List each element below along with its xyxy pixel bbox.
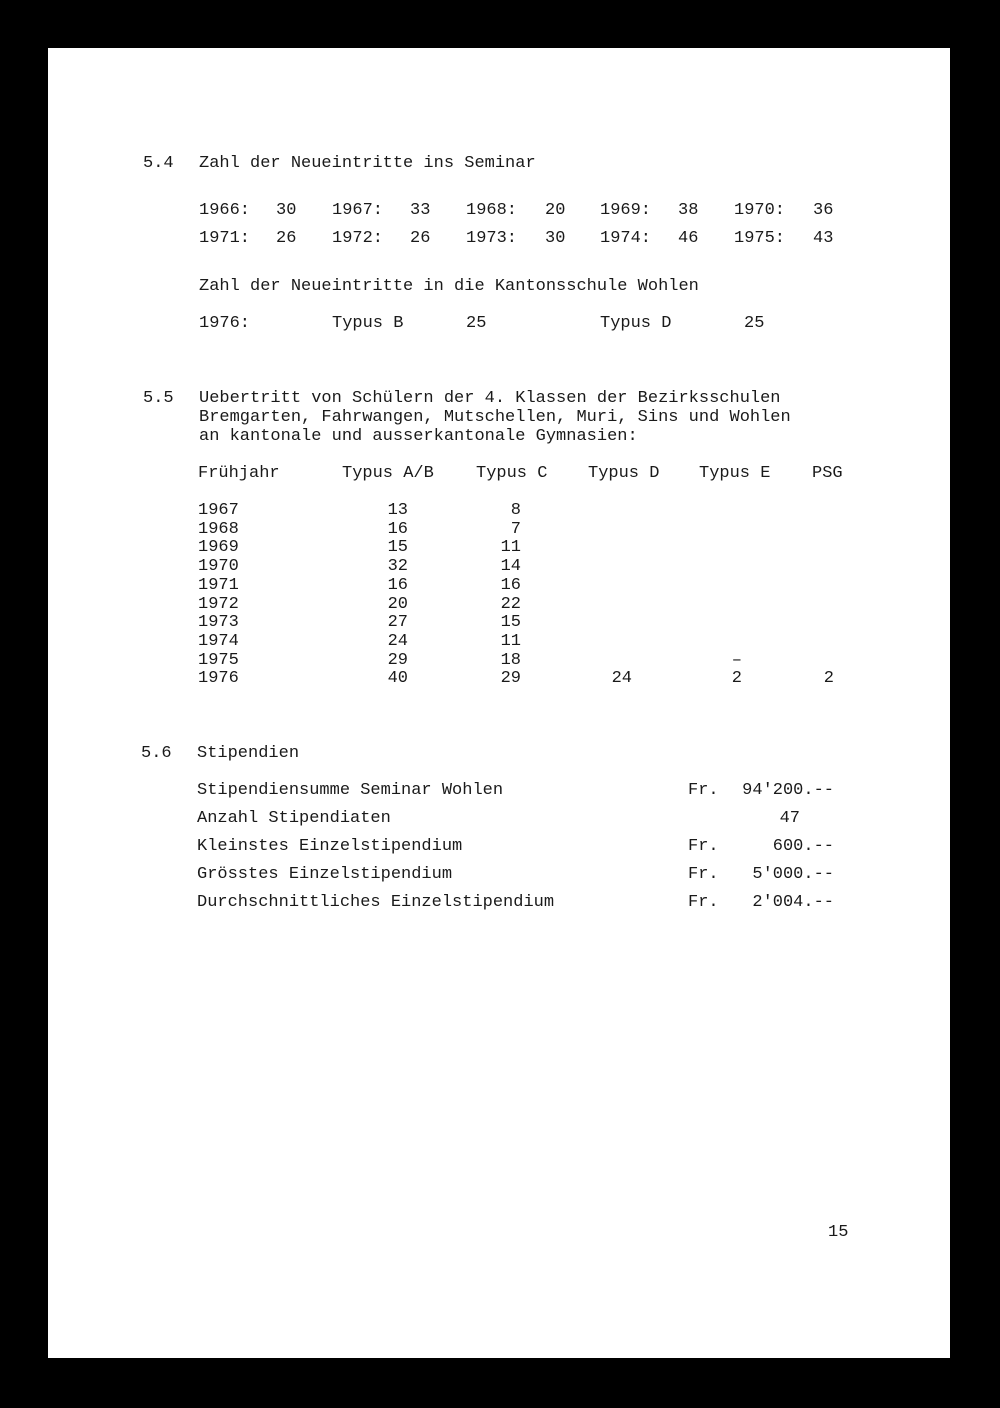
- row-year: 1969: [198, 538, 239, 558]
- year-value: 46: [678, 229, 699, 248]
- stipend-value: 94'200.--: [742, 781, 834, 800]
- year-label: 1966:: [199, 201, 251, 220]
- table-cell: –: [731, 650, 742, 670]
- table-cell: 15: [387, 538, 408, 558]
- year-label: 1972:: [332, 229, 384, 248]
- paragraph-line: Bremgarten, Fahrwangen, Mutschellen, Muri, Sins und Wohlen: [199, 408, 791, 427]
- year-label: 1974:: [600, 229, 652, 248]
- column-header: PSG: [812, 464, 843, 483]
- table-cell: 29: [387, 650, 408, 670]
- year-label: 1973:: [466, 229, 518, 248]
- table-cell: 13: [387, 501, 408, 520]
- currency: Fr.: [688, 837, 719, 856]
- table-cell: 15: [500, 613, 521, 633]
- year-value: 43: [813, 229, 834, 248]
- column-header: Typus E: [699, 464, 771, 483]
- section-title: Zahl der Neueintritte ins Seminar: [199, 154, 536, 173]
- section-number: 5.5: [143, 389, 174, 408]
- document-page: [48, 48, 950, 1358]
- column-header: Typus A/B: [342, 464, 434, 483]
- stipend-value: 600.--: [772, 837, 834, 856]
- table-cell: 2: [823, 669, 834, 689]
- year-value: 38: [678, 201, 699, 220]
- currency: Fr.: [688, 893, 719, 912]
- table-cell: 20: [387, 594, 408, 614]
- year-label: 1975:: [734, 229, 786, 248]
- currency: Fr.: [688, 781, 719, 800]
- column-header: Frühjahr: [198, 464, 280, 483]
- paragraph-line: an kantonale und ausserkantonale Gymnasien:: [199, 427, 638, 446]
- table-cell: 14: [500, 557, 521, 577]
- year-label: 1969:: [600, 201, 652, 220]
- stipend-label: Grösstes Einzelstipendium: [197, 865, 453, 884]
- k-typus-b-label: Typus B: [332, 314, 404, 333]
- k-typus-d-label: Typus D: [600, 314, 672, 333]
- table-cell: 32: [387, 557, 408, 577]
- table-cell: 24: [387, 631, 408, 651]
- stipend-label: Anzahl Stipendiaten: [197, 809, 391, 828]
- row-year: 1972: [198, 594, 239, 614]
- stipend-label: Durchschnittliches Einzelstipendium: [197, 893, 555, 912]
- table-cell: 16: [500, 575, 521, 595]
- table-cell: 16: [387, 519, 408, 539]
- row-year: 1976: [198, 669, 239, 689]
- year-value: 20: [545, 201, 566, 220]
- table-cell: 11: [500, 631, 521, 651]
- page-number: 15: [828, 1223, 849, 1242]
- year-label: 1970:: [734, 201, 786, 220]
- table-cell: 24: [611, 669, 632, 689]
- row-year: 1967: [198, 501, 239, 520]
- stipend-value: 2'004.--: [752, 893, 834, 912]
- table-cell: 29: [500, 669, 521, 689]
- year-value: 30: [276, 201, 297, 220]
- stipend-label: Kleinstes Einzelstipendium: [197, 837, 463, 856]
- year-label: 1967:: [332, 201, 384, 220]
- table-cell: 22: [500, 594, 521, 614]
- row-year: 1968: [198, 519, 239, 539]
- row-year: 1970: [198, 557, 239, 577]
- row-year: 1973: [198, 613, 239, 633]
- section-number: 5.6: [141, 744, 172, 763]
- k-typus-b-value: 25: [466, 314, 487, 333]
- year-value: 26: [276, 229, 297, 248]
- stipend-value: 5'000.--: [752, 865, 834, 884]
- table-cell: 8: [510, 501, 521, 520]
- year-label: 1971:: [199, 229, 251, 248]
- row-year: 1971: [198, 575, 239, 595]
- row-year: 1975: [198, 650, 239, 670]
- stipend-value: 47: [779, 809, 800, 828]
- section-title: Stipendien: [197, 744, 300, 763]
- paragraph-line: Uebertritt von Schülern der 4. Klassen der Bezirksschulen: [199, 389, 781, 408]
- year-label: 1968:: [466, 201, 518, 220]
- stipend-label: Stipendiensumme Seminar Wohlen: [197, 781, 504, 800]
- year-value: 36: [813, 201, 834, 220]
- subsection-title: Zahl der Neueintritte in die Kantonsschule Wohlen: [199, 277, 699, 296]
- table-cell: 27: [387, 613, 408, 633]
- table-cell: 7: [510, 519, 521, 539]
- year-value: 26: [410, 229, 431, 248]
- table-cell: 18: [500, 650, 521, 670]
- column-header: Typus C: [476, 464, 548, 483]
- year-value: 30: [545, 229, 566, 248]
- year-value: 33: [410, 201, 431, 220]
- table-cell: 40: [387, 669, 408, 689]
- k-typus-d-value: 25: [744, 314, 765, 333]
- column-header: Typus D: [588, 464, 660, 483]
- table-cell: 11: [500, 538, 521, 558]
- section-number: 5.4: [143, 154, 174, 173]
- table-cell: 2: [731, 669, 742, 689]
- table-cell: 16: [387, 575, 408, 595]
- k-year: 1976:: [199, 314, 251, 333]
- row-year: 1974: [198, 631, 239, 651]
- currency: Fr.: [688, 865, 719, 884]
